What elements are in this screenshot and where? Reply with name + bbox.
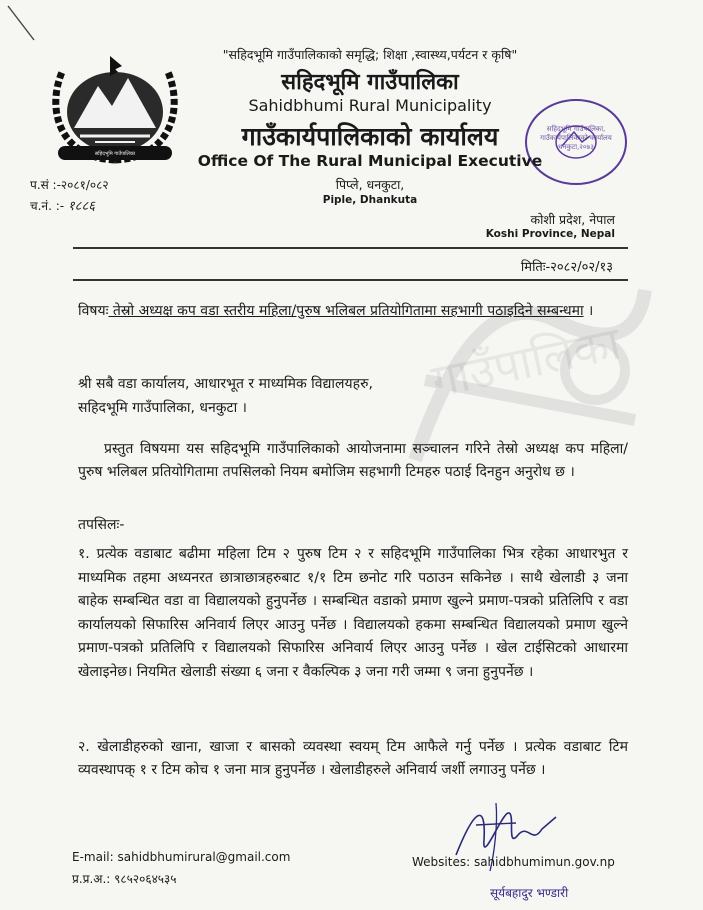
office-name-en: Office Of The Rural Municipal Executive: [197, 152, 543, 170]
body-paragraph: प्रस्तुत विषयमा यस सहिदभूमि गाउँपालिकाको आयोजनामा सञ्चालन गरिने तेस्रो अध्यक्ष कप महिला/पुरुष भलिबल प्रतियोगितामा तपसिलको नियम बमोजिम सहभागी टिमहरु पठाई दिनहुन अनुरोध छ ।: [78, 441, 628, 480]
subject-end: ।: [583, 303, 594, 319]
province-np: कोशी प्रदेश, नेपाल: [530, 212, 615, 227]
rule-item-1: १. प्रत्येक वडाबाट बढीमा महिला टिम २ पुरुष टिम २ र सहिदभूमि गाउँपालिका भित्र रहेका आधारभुत र माध्यमिक तहमा अध्यनरत छात्राछात्रहरुबाट १/१ टिम छनोट गरि पठाउन सकिनेछ । साथै खेलाडी ३ जना बाहेक सम्बन्धित वडा वा विद्यालयको हुनुपर्नेछ । सम्बन्धित वडाको प्रमाण खुल्ने प्रमाण-पत्रको प्रतिलिपि र वडा कार्यालयको सिफारिस अनिवार्य लिएर आउनु पर्नेछ । विद्यालयको हकमा सम्बन्धित विद्यालयको प्रमाण खुल्ने प्रमाण-पत्रको प्रतिलिपि र विद्यालयको सिफारिस अनिवार्य लिएर आउनु पर्नेछ । खेल टाईसिटको आधारमा खेलाइनेछ। नियमित खेलाडी संख्या ६ जना र वैकल्पिक ३ जना गरी जम्मा ९ जना हुनुपर्नेछ ।: [78, 546, 628, 680]
municipality-name-en: Sahidbhumi Rural Municipality: [248, 96, 492, 115]
seal-text: सहिदभूमि गाउँपालिका, गाउँकार्यपालिकाको कार्यालय धनकुटा,२०७३: [540, 125, 612, 151]
header-divider: [73, 247, 628, 249]
subject-text: तेस्रो अध्यक्ष कप वडा स्तरीय महिला/पुरुष भलिबल प्रतियोगितामा सहभागी पठाइदिने सम्बन्धमा: [108, 303, 584, 319]
address-en: Piple, Dhankuta: [322, 194, 418, 206]
tapsil-label: तपसिलः-: [78, 517, 125, 533]
rule-item-2: २. खेलाडीहरुको खाना, खाजा र बासको व्यवस्था स्वयम् टिम आफैले गर्नु पर्नेछ । प्रत्येक वडाबाट टिम व्यवस्थापक् १ र टिम कोच १ जना मात्र हुनुपर्नेछ । खेलाडीहरुले अनिवार्य जर्शी लगाउनु पर्नेछ ।: [78, 739, 628, 778]
subject: [78, 300, 628, 322]
province-en: Koshi Province, Nepal: [485, 228, 615, 240]
municipality-name-np: सहिदभूमि गाउँपालिका: [281, 70, 459, 95]
signer-name: सूर्यबहादुर भण्डारी: [490, 886, 569, 900]
motto: "सहिदभूमि गाउँपालिकाको समृद्धि; शिक्षा ,स्वास्थ्य,पर्यटन र कृषि": [222, 47, 518, 62]
emblem-text: सहिदभूमि गाउँपालिका: [94, 151, 136, 157]
letter-date: मितिः-२०८२/०२/१३: [520, 260, 613, 275]
recipient-line-2: सहिदभूमि गाउँपालिका, धनकुटा ।: [78, 400, 247, 416]
recipient: [78, 372, 373, 420]
chalani-label: च.नं. :-: [30, 199, 68, 213]
chalani-value: १८८६: [67, 199, 95, 214]
subject-label: विषयः: [78, 303, 109, 319]
footer-email: E-mail: sahidbhumirural@gmail.com: [72, 850, 291, 864]
patra-sankhya: प.सं :-२०८१/०८२: [30, 178, 109, 192]
date-divider: [73, 279, 628, 281]
watermark-text: गाउँपालिका: [426, 315, 626, 409]
recipient-line-1: श्री सबै वडा कार्यालय, आधारभूत र माध्यमिक विद्यालयहरु,: [78, 376, 373, 392]
office-name-np: गाउँकार्यपालिकाको कार्यालय: [241, 122, 499, 151]
address-np: पिप्ले, धनकुटा,: [335, 177, 405, 192]
chalani-number: [30, 196, 95, 214]
footer-website: Websites: sahidbhumimun.gov.np: [412, 855, 615, 869]
footer-phone: प्र.प्र.अ.: ९८५२०६४५३५: [72, 872, 177, 886]
